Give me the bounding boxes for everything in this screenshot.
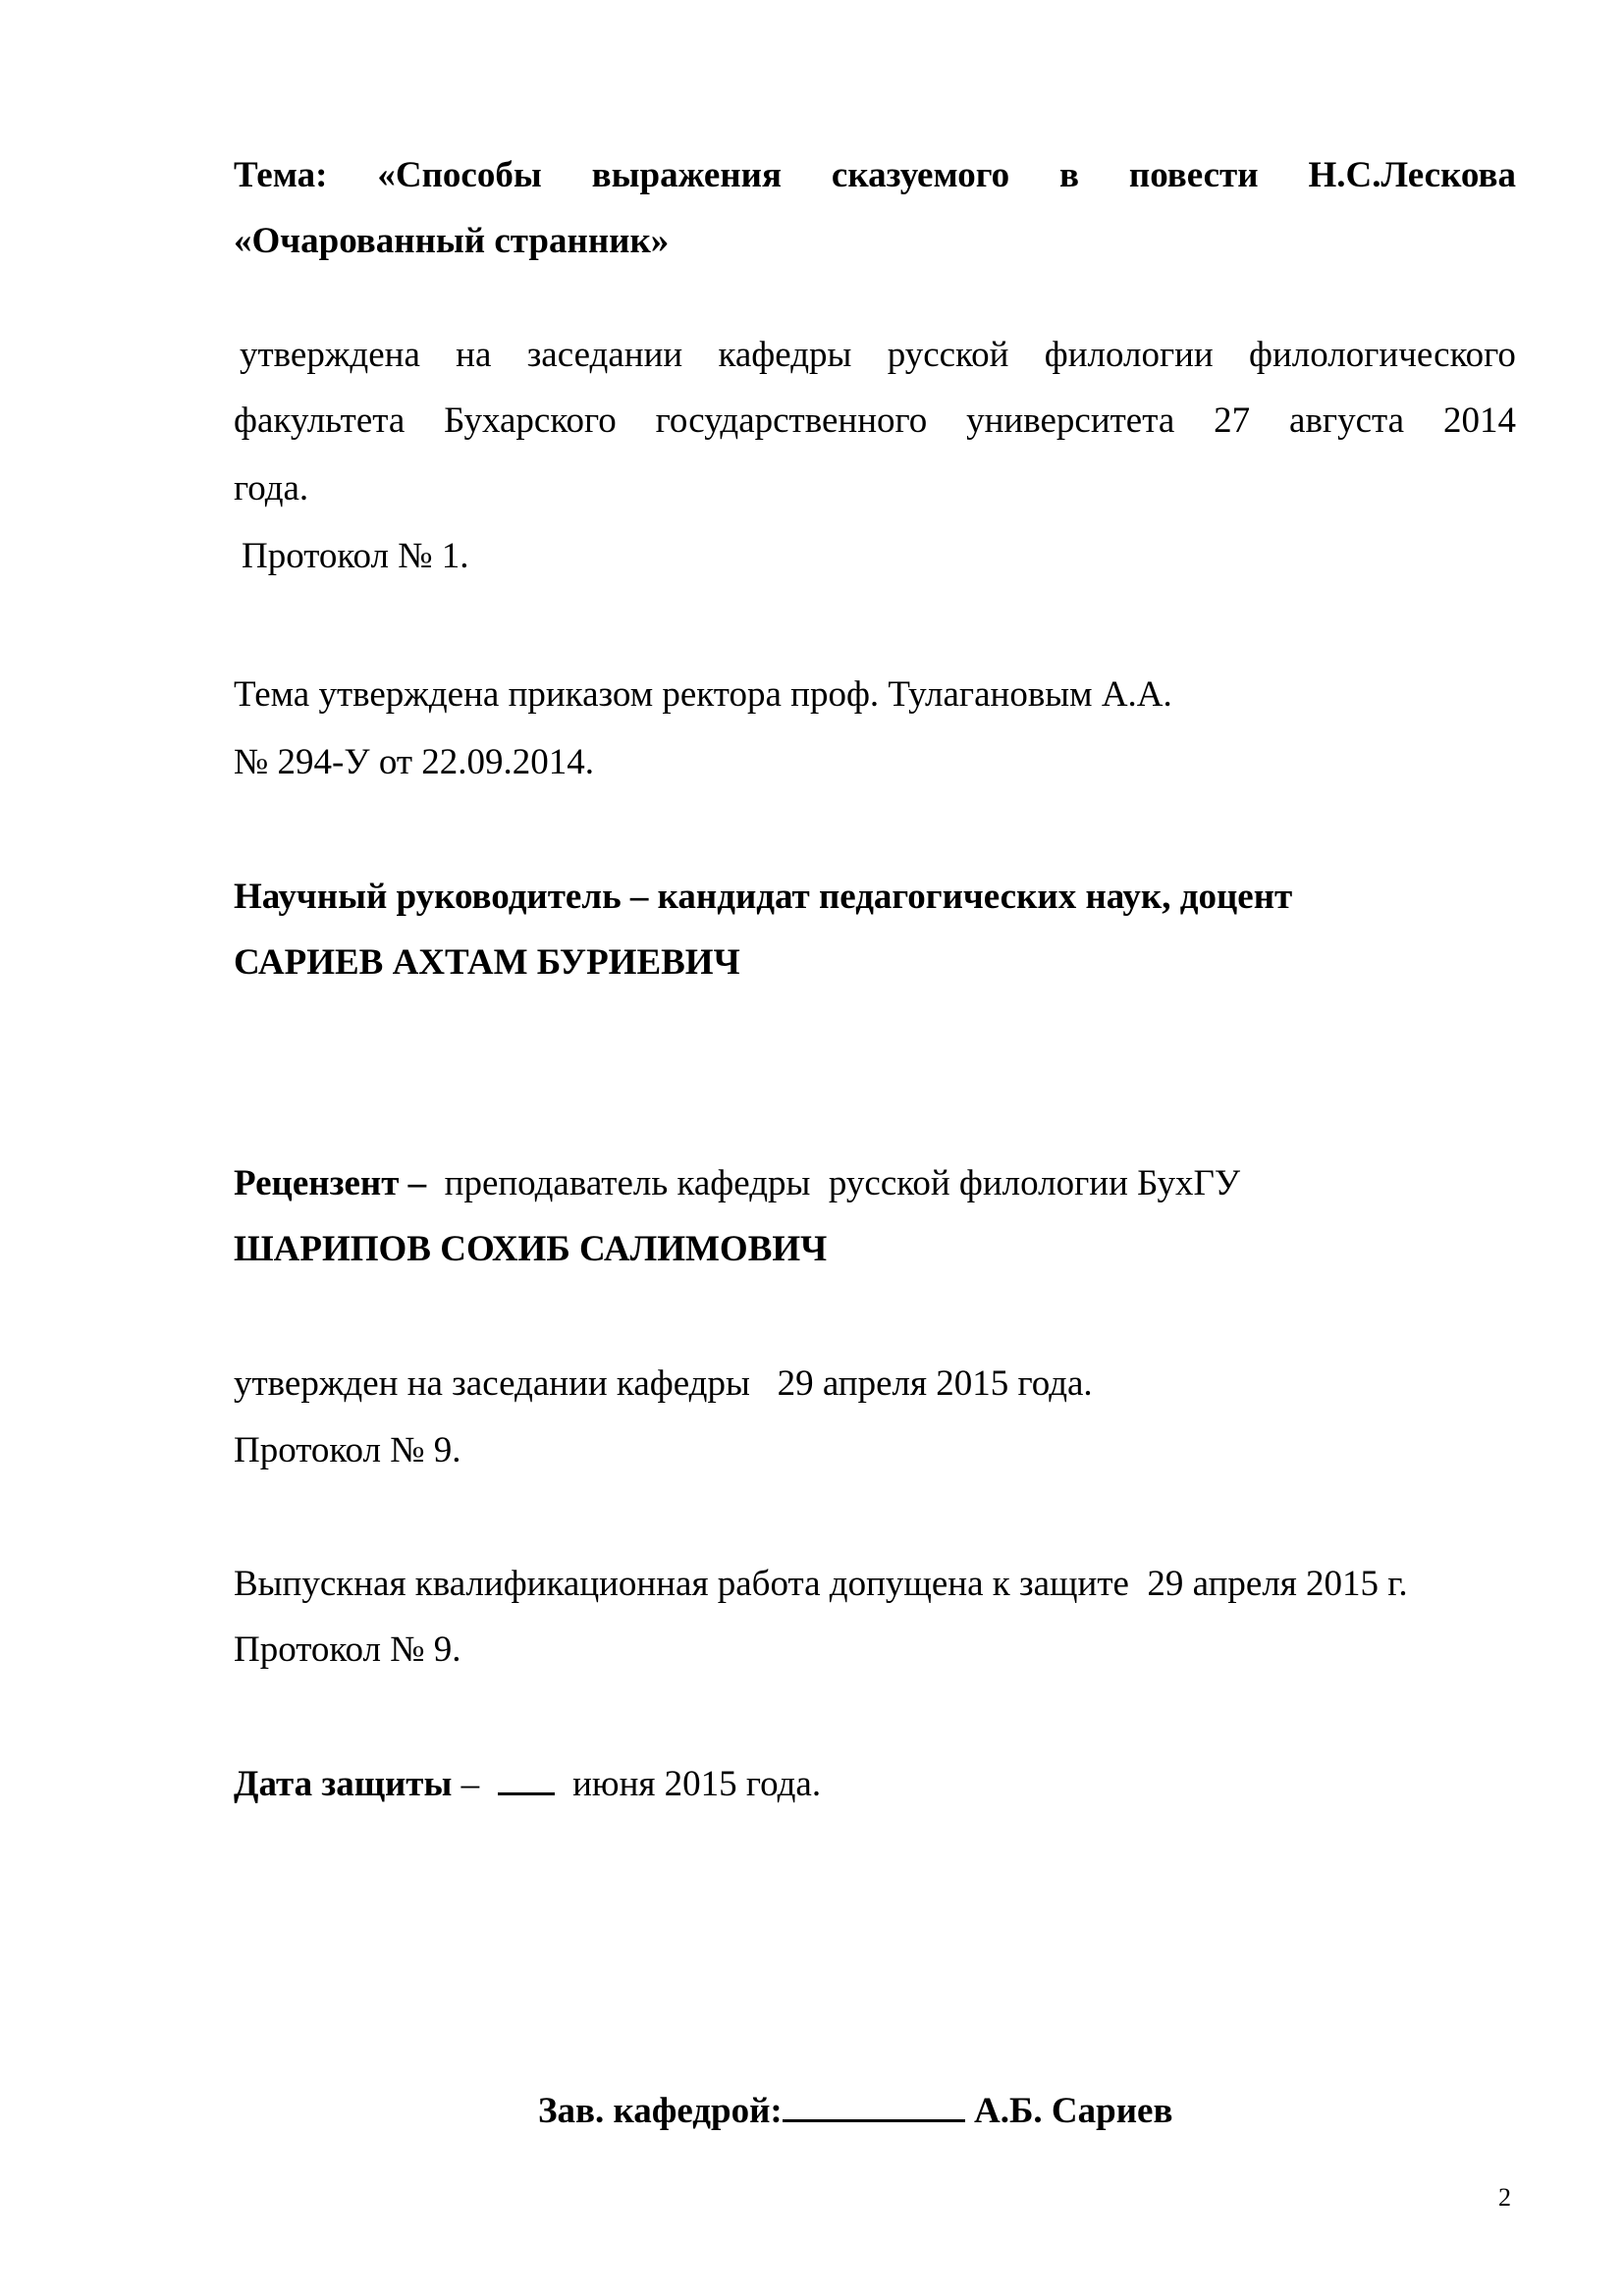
signature-blank <box>783 2092 965 2122</box>
approval-word: Бухарского <box>444 400 617 441</box>
approval-line-2 <box>234 402 1516 439</box>
rector-order-line-1: Тема утверждена приказом ректора проф. Тулагановым А.А. <box>234 674 1172 715</box>
topic-word: выражения <box>591 155 783 195</box>
reviewer-text: преподаватель кафедры русской филологии БухГУ <box>426 1163 1241 1203</box>
reviewer-label: Рецензент – <box>234 1163 427 1203</box>
defense-day-blank <box>498 1765 555 1795</box>
topic-word: «Способы <box>377 155 542 195</box>
topic-word: в <box>1058 155 1079 195</box>
supervisor-name: САРИЕВ АХТАМ БУРИЕВИЧ <box>234 942 740 983</box>
topic-word: сказуемого <box>831 155 1010 195</box>
approval-protocol: Протокол № 1. <box>242 536 469 576</box>
approval-word: 2014 <box>1442 400 1516 441</box>
reviewer-approval-line: утвержден на заседании кафедры 29 апреля 2015 года. <box>234 1363 1093 1404</box>
topic-word: повести <box>1128 155 1259 195</box>
reviewer-name: ШАРИПОВ СОХИБ САЛИМОВИЧ <box>234 1229 828 1269</box>
approval-word: университета <box>966 400 1175 441</box>
defense-date-label: Дата защиты <box>234 1764 453 1804</box>
rector-order-line-2: № 294-У от 22.09.2014. <box>234 742 595 782</box>
reviewer-line <box>234 1165 1240 1201</box>
approval-word: государственного <box>655 400 928 441</box>
admission-protocol: Протокол № 9. <box>234 1629 461 1670</box>
approval-line-1 <box>240 337 1516 373</box>
approval-word: филологического <box>1249 335 1516 375</box>
approval-word: филологии <box>1044 335 1214 375</box>
approval-word: 27 <box>1214 400 1251 441</box>
topic-line-2: «Очарованный странник» <box>234 221 670 261</box>
page-number: 2 <box>1498 2183 1511 2212</box>
approval-word: факультета <box>234 400 406 441</box>
approval-word: русской <box>887 335 1009 375</box>
topic-word: Н.С.Лескова <box>1308 155 1516 195</box>
approval-word: утверждена <box>240 335 420 375</box>
topic-line-1 <box>234 157 1516 193</box>
defense-date-dash: – <box>452 1764 498 1804</box>
approval-line-3: года. <box>234 468 309 508</box>
approval-word: кафедры <box>718 335 852 375</box>
admission-line: Выпускная квалификационная работа допущена к защите 29 апреля 2015 г. <box>234 1564 1408 1604</box>
signature-line <box>538 2092 1172 2129</box>
defense-date-text: июня 2015 года. <box>554 1764 822 1804</box>
defense-date-line <box>234 1765 821 1802</box>
topic-word: Тема: <box>234 155 328 195</box>
approval-word: на <box>456 335 492 375</box>
signature-name: А.Б. Сариев <box>964 2091 1173 2131</box>
supervisor-line: Научный руководитель – кандидат педагогических наук, доцент <box>234 877 1293 917</box>
approval-word: заседании <box>526 335 683 375</box>
signature-label: Зав. кафедрой: <box>538 2091 783 2131</box>
approval-word: августа <box>1289 400 1405 441</box>
reviewer-approval-protocol: Протокол № 9. <box>234 1430 461 1470</box>
